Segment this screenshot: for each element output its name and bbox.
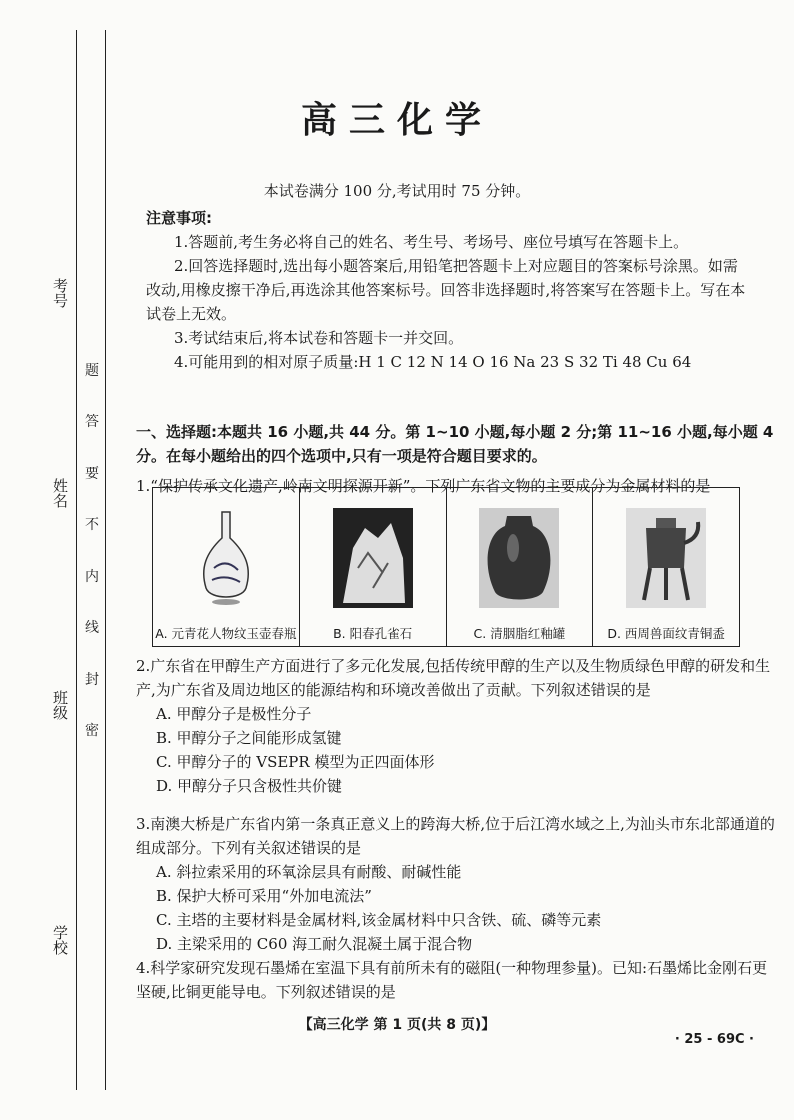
seal-char: 要 [85, 465, 99, 482]
option-cell[interactable] [299, 488, 446, 647]
question-2-stem: 2.广东省在甲醇生产方面进行了多元化发展,包括传统甲醇的生产以及生物质绿色甲醇的研发和生产,为广东省及周边地区的能源结构和环境改善做出了贡献。下列叙述错误的是 [136, 657, 771, 699]
page-title: 高三化学 [300, 100, 493, 141]
bronze-vessel-icon [626, 508, 706, 608]
page-footer: 【高三化学 第 1 页(共 8 页)】 [298, 1017, 496, 1033]
seal-char: 封 [85, 671, 99, 688]
option-cell[interactable] [153, 488, 300, 647]
seal-line-text [84, 360, 100, 740]
notes-item: 4.可能用到的相对原子质量:H 1 C 12 N 14 O 16 Na 23 S 32 Ti 48 Cu 64 [174, 353, 692, 371]
seal-char: 答 [85, 414, 99, 431]
malachite-stone-icon [333, 508, 413, 608]
question-3-option[interactable]: A. 斜拉索采用的环氧涂层具有耐酸、耐碱性能 [156, 863, 462, 881]
question-2-option[interactable]: A. 甲醇分子是极性分子 [156, 705, 312, 723]
notes-item: 1.答题前,考生务必将自己的姓名、考生号、考场号、座位号填写在答题卡上。 [174, 233, 689, 251]
question-3-option[interactable]: D. 主梁采用的 C60 海工耐久混凝土属于混合物 [156, 935, 473, 953]
notes-heading: 注意事项: [146, 209, 212, 227]
option-caption: A. 元青花人物纹玉壶春瓶 [155, 626, 297, 641]
section-heading: 一、选择题:本题共 16 小题,共 44 分。第 1~10 小题,每小题 2 分;第 11~16 小题,每小题 4 分。在每小题给出的四个选项中,只有一项是符合题目要求的。 [136, 423, 774, 465]
red-glaze-jar-icon [479, 508, 559, 608]
question-3-stem: 3.南澳大桥是广东省内第一条真正意义上的跨海大桥,位于后江湾水域之上,为汕头市东北部通道的组成部分。下列有关叙述错误的是 [136, 815, 775, 857]
option-caption: D. 西周兽面纹青铜盉 [607, 626, 725, 641]
question-4-stem: 4.科学家研究发现石墨烯在室温下具有前所未有的磁阻(一种物理参量)。已知:石墨烯比金刚石更坚硬,比铜更能导电。下列叙述错误的是 [136, 959, 768, 1001]
seal-char: 内 [85, 568, 99, 585]
name-label: 姓名 [51, 478, 69, 508]
exam-info: 本试卷满分 100 分,考试用时 75 分钟。 [263, 182, 531, 200]
seal-char: 线 [85, 620, 99, 637]
question-2-option[interactable]: B. 甲醇分子之间能形成氢键 [156, 729, 342, 747]
seal-char: 密 [85, 722, 99, 739]
notes-item: 3.考试结束后,将本试卷和答题卡一并交回。 [174, 329, 464, 347]
notes-block [146, 206, 746, 374]
option-cell[interactable] [593, 488, 740, 647]
option-caption: C. 清胭脂红釉罐 [473, 626, 566, 641]
seal-char: 题 [85, 363, 99, 379]
seal-char: 不 [85, 517, 99, 534]
question-3 [136, 812, 776, 956]
question-3-option[interactable]: C. 主塔的主要材料是金属材料,该金属材料中只含铁、硫、磷等元素 [156, 911, 602, 929]
question-2 [136, 654, 776, 798]
exam-number-label: 考号 [51, 278, 69, 308]
question-1-stem: 1.“保护传承文化遗产,岭南文明探源开新”。下列广东省文物的主要成分为金属材料的是 [136, 477, 711, 495]
question-2-option[interactable]: D. 甲醇分子只含极性共价键 [156, 777, 343, 795]
class-label: 班级 [51, 690, 69, 720]
paper-code: · 25 - 69C · [674, 1032, 754, 1047]
question-2-option[interactable]: C. 甲醇分子的 VSEPR 模型为正四面体形 [156, 753, 435, 771]
school-label: 学校 [51, 925, 69, 955]
notes-item: 2.回答选择题时,选出每小题答案后,用铅笔把答题卡上对应题目的答案标号涂黑。如需改动,用橡皮擦干净后,再选涂其他答案标号。回答非选择题时,将答案写在答题卡上。写在本试卷上无效。 [146, 257, 746, 323]
question-3-option[interactable]: B. 保护大桥可采用“外加电流法” [156, 887, 372, 905]
option-caption: B. 阳春孔雀石 [333, 626, 413, 641]
question-1-options-table [152, 487, 740, 647]
porcelain-vase-icon [196, 508, 256, 608]
option-cell[interactable] [446, 488, 593, 647]
question-4 [136, 956, 776, 1004]
